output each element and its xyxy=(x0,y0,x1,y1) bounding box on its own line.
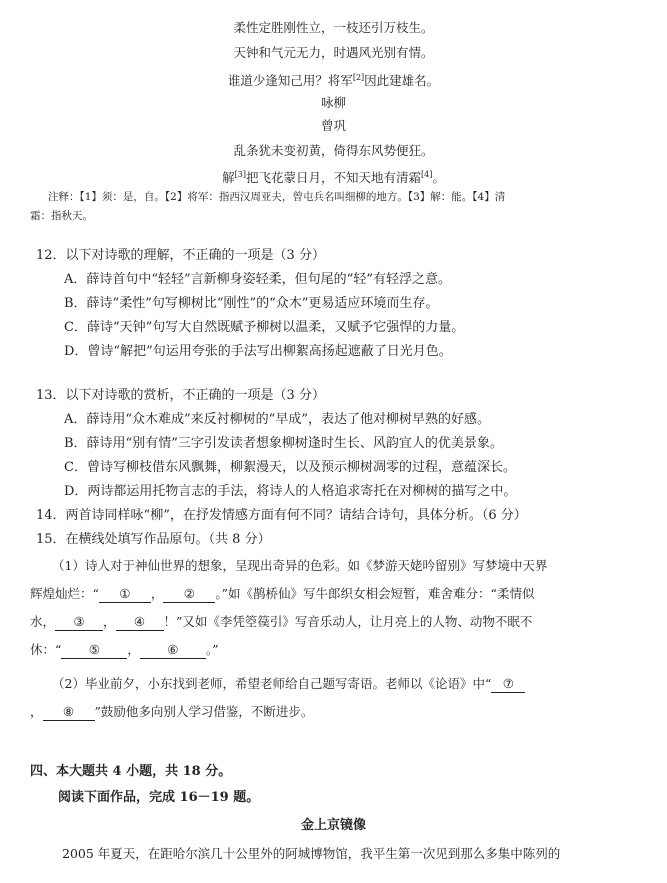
q12-option-a: A．薛诗首句中“轻轻”言新柳身姿轻柔，但句尾的“轻”有轻浮之意。 xyxy=(64,272,451,287)
q15-p1-line4: 休：“ ⑤ ， ⑥ 。” xyxy=(30,642,219,657)
q13-option-d: D．两诗都运用托物言志的手法，将诗人的人格追求寄托在对柳树的描写之中。 xyxy=(64,484,517,499)
blank-6[interactable]: ⑥ xyxy=(140,642,206,659)
poem2-title: 咏柳 xyxy=(320,95,346,110)
section4-instruction: 阅读下面作品，完成 16－19 题。 xyxy=(58,790,260,805)
poem1-line6: 谁道少逢知己用？将军[2]因此建雄名。 xyxy=(227,73,440,89)
blank-4[interactable]: ④ xyxy=(116,614,164,631)
article-para1: 2005 年夏天，在距哈尔滨几十公里外的阿城博物馆，我平生第一次见到那么多集中陈列的 xyxy=(62,846,561,861)
q12-option-d: D．曾诗“解把”句运用夸张的手法写出柳絮高扬起遮蔽了日光月色。 xyxy=(64,344,452,359)
poem1-line5: 天钟和气元无力，时遇风光别有情。 xyxy=(233,45,434,60)
blank-2[interactable]: ② xyxy=(163,586,215,603)
q15-p1-line2: 辉煌灿烂：“ ① ， ② 。”如《鹊桥仙》写牛郎织女相会短暂，难舍难分：“柔情似 xyxy=(30,586,535,601)
q13-option-c: C．曾诗写柳枝借东风飘舞，柳絮漫天，以及预示柳树凋零的过程，意蕴深长。 xyxy=(64,460,516,475)
q15-p1-line3: 水， ③ ， ④ ！”又如《李凭箜篌引》写音乐动人，让月亮上的人物、动物不眠不 xyxy=(30,614,533,629)
q15-p1-line1: （1）诗人对于神仙世界的想象，呈现出奇异的色彩。如《梦游天姥吟留别》写梦境中天界 xyxy=(52,558,548,573)
notes-line2: 霜：指秋天。 xyxy=(30,210,93,222)
poem2-author: 曾巩 xyxy=(320,118,346,133)
poem2-line1: 乱条犹未变初黄，倚得东风势便狂。 xyxy=(233,143,434,158)
q13-option-a: A．薛诗用“众木难成”来反衬柳树的“早成”，表达了他对柳树早熟的好感。 xyxy=(64,412,490,427)
q13-stem: 13．以下对诗歌的赏析，不正确的一项是（3 分） xyxy=(36,388,325,403)
q12-option-b: B．薛诗“柔性”句写柳树比“刚性”的“众木”更易适应环境而生存。 xyxy=(64,296,439,311)
section4-heading: 四、本大题共 4 小题，共 18 分。 xyxy=(30,764,232,779)
blank-1[interactable]: ① xyxy=(99,586,151,603)
blank-7[interactable]: ⑦ xyxy=(491,676,525,693)
poem2-line2: 解[3]把飞花蒙日月，不知天地有清霜[4]。 xyxy=(222,170,445,186)
q12-stem: 12．以下对诗歌的理解，不正确的一项是（3 分） xyxy=(36,248,325,263)
blank-3[interactable]: ③ xyxy=(55,614,103,631)
article-title: 金上京镜像 xyxy=(300,818,366,833)
blank-5[interactable]: ⑤ xyxy=(61,642,127,659)
q13-option-b: B．薛诗用“别有情”三字引发读者想象柳树逢时生长、风韵宜人的优美景象。 xyxy=(64,436,503,451)
q14-stem: 14．两首诗同样咏“柳”，在抒发情感方面有何不同？请结合诗句，具体分析。（6 分） xyxy=(36,508,527,523)
q12-option-c: C．薛诗“天钟”句写大自然既赋予柳树以温柔，又赋予它强悍的力量。 xyxy=(64,320,465,335)
q15-p2-line2: ， ⑧ ”鼓励他多向别人学习借鉴，不断进步。 xyxy=(30,704,314,719)
notes-line1: 注释：【1】须：是，自。【2】将军：指西汉周亚夫，曾屯兵名叫细柳的地方。【3】解：能。【4】清 xyxy=(48,191,506,203)
q15-stem: 15．在横线处填写作品原句。（共 8 分） xyxy=(36,532,271,547)
poem1-line4: 柔性定胜刚性立，一枝还引万枝生。 xyxy=(233,20,434,35)
q15-p2-line1: （2）毕业前夕，小东找到老师，希望老师给自己题写寄语。老师以《论语》中“ ⑦ xyxy=(52,676,525,693)
blank-8[interactable]: ⑧ xyxy=(43,704,95,721)
